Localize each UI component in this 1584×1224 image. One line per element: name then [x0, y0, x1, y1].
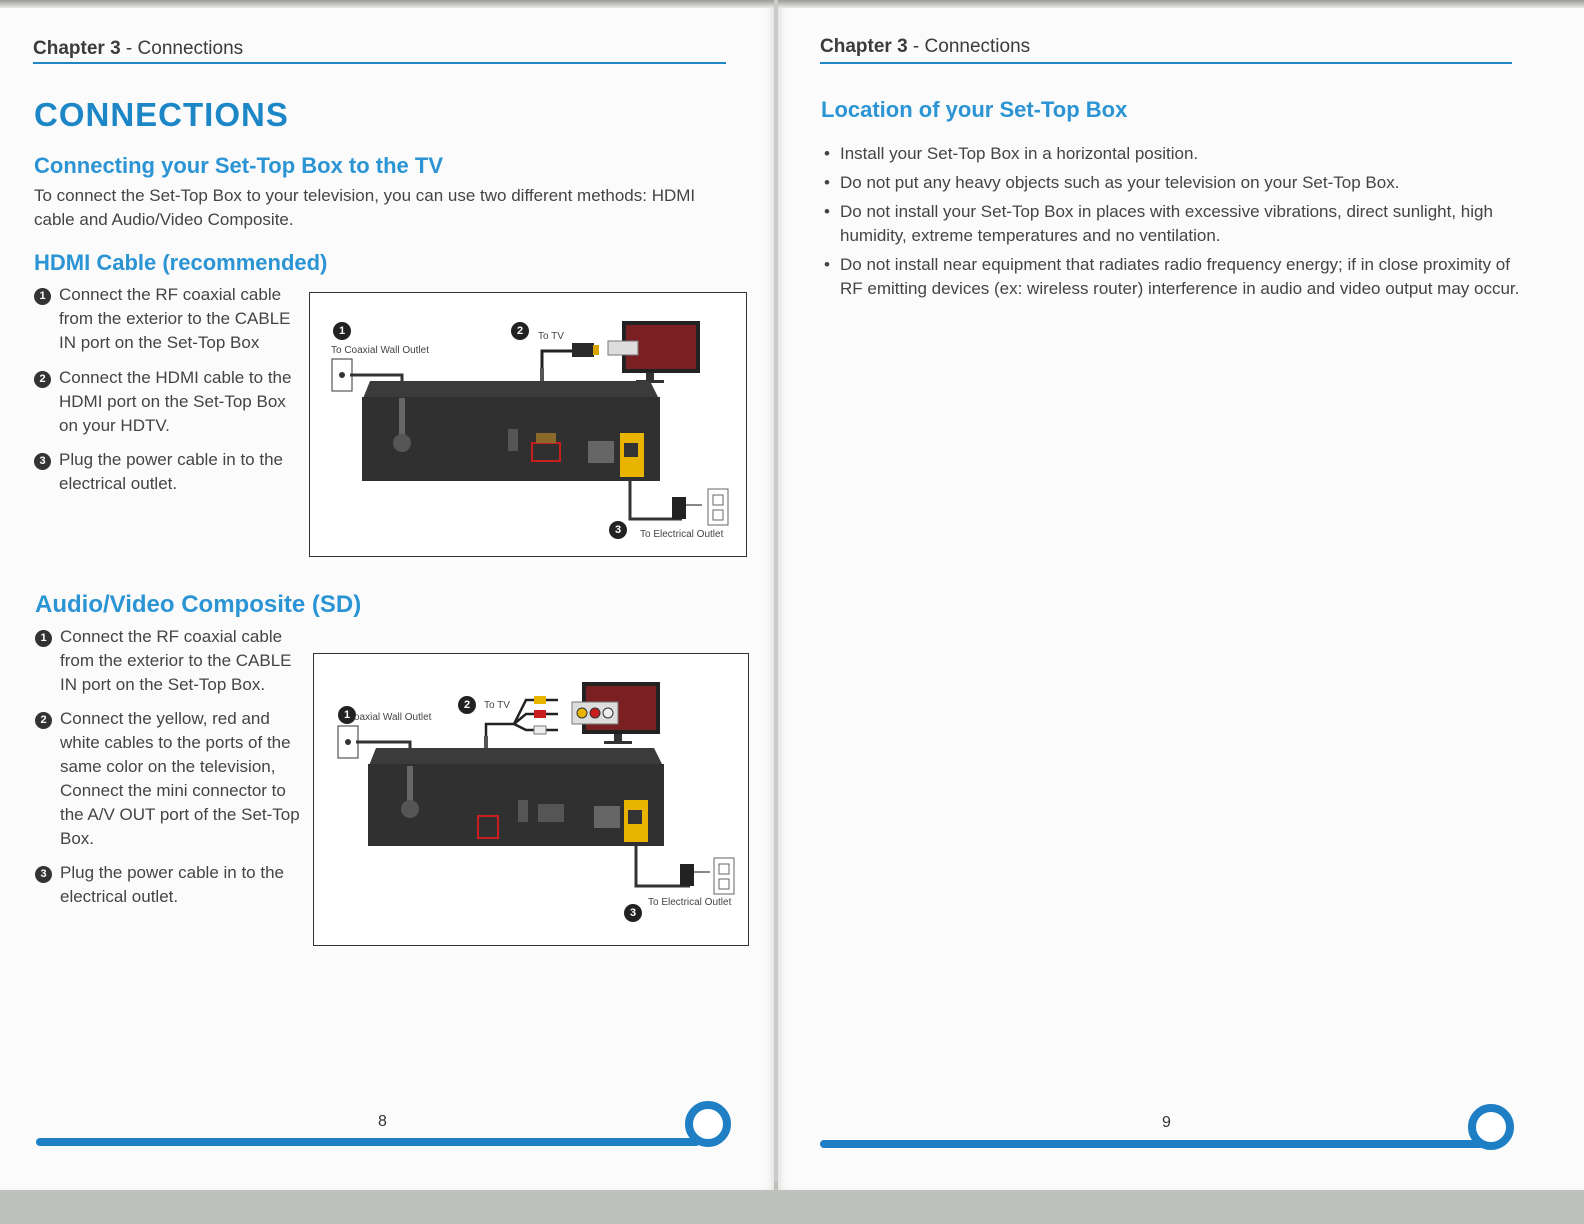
- page-number: 9: [1162, 1114, 1171, 1131]
- hdmi-connection-diagram: [309, 292, 747, 557]
- electrical-outlet-label: To Electrical Outlet: [640, 529, 724, 540]
- footer-bar: [36, 1138, 700, 1146]
- intro-paragraph: To connect the Set-Top Box to your television, you can use two different methods: HDMI cable and Audio/Video Composite.: [34, 186, 696, 229]
- chapter-header: [33, 38, 243, 60]
- step-text: Connect the RF coaxial cable from the exterior to the CABLE IN port on the Set-Top Box: [59, 285, 291, 352]
- step-text: Plug the power cable in to the electrical outlet.: [59, 450, 283, 493]
- to-tv-label: To TV: [484, 700, 510, 711]
- header-rule: [33, 62, 726, 64]
- header-separator: -: [907, 36, 925, 57]
- chapter-title: Connections: [924, 36, 1031, 57]
- step-text: Connect the HDMI cable to the HDMI port on the Set-Top Box on your HDTV.: [59, 368, 292, 435]
- callout-3-icon: 3: [624, 904, 642, 922]
- step-text: Plug the power cable in to the electrical outlet.: [60, 863, 284, 906]
- left-page: [0, 0, 774, 1190]
- list-item: • Do not install your Set-Top Box in places with excessive vibrations, direct sunlight, high humidity, extreme temperatures and no ventilation.: [822, 200, 1522, 248]
- footer-ring-icon: [1468, 1104, 1514, 1150]
- step-number-icon: 3: [34, 453, 51, 470]
- footer-ring-icon: [685, 1101, 731, 1147]
- list-item: • Do not install near equipment that radiates radio frequency energy; if in close proximity of RF emitting devices (ex: wireless router) interference in audio and video output may occur.: [822, 253, 1522, 301]
- placement-guidelines-list: [822, 142, 1522, 306]
- av-step-2: [35, 707, 307, 851]
- callout-1-icon: 1: [338, 706, 356, 724]
- page-title: CONNECTIONS: [34, 96, 289, 133]
- step-number-icon: 2: [34, 371, 51, 388]
- callout-3-icon: 3: [609, 521, 627, 539]
- hdmi-step-3: [34, 448, 304, 496]
- page-edge: [0, 0, 774, 8]
- coax-outlet-label: oaxial Wall Outlet: [354, 712, 432, 723]
- location-heading: Location of your Set-Top Box: [821, 97, 1128, 122]
- hdmi-heading: HDMI Cable (recommended): [34, 250, 328, 275]
- av-step-1: [35, 625, 305, 697]
- list-item: • Install your Set-Top Box in a horizontal position.: [822, 142, 1522, 166]
- header-separator: -: [120, 38, 138, 59]
- hdmi-step-1: [34, 283, 304, 355]
- page-edge: [778, 0, 1584, 8]
- step-text: Connect the RF coaxial cable from the exterior to the CABLE IN port on the Set-Top Box.: [60, 627, 292, 694]
- chapter-header: [820, 36, 1030, 58]
- av-step-3: [35, 861, 305, 909]
- chapter-number: Chapter 3: [33, 38, 121, 59]
- callout-2-icon: 2: [511, 322, 529, 340]
- step-text: Connect the yellow, red and white cables to the ports of the same color on the television, Connect the mini connector to the A/V OUT port of the Set-Top Box.: [60, 709, 300, 848]
- to-tv-label: To TV: [538, 331, 564, 342]
- header-rule: [820, 62, 1512, 64]
- coax-outlet-label: To Coaxial Wall Outlet: [331, 345, 429, 356]
- section-heading: Connecting your Set-Top Box to the TV: [34, 153, 444, 178]
- hdmi-step-2: [34, 366, 304, 438]
- chapter-title: Connections: [137, 38, 244, 59]
- electrical-outlet-label: To Electrical Outlet: [648, 897, 732, 908]
- chapter-number: Chapter 3: [820, 36, 908, 57]
- footer-bar: [820, 1140, 1484, 1148]
- step-number-icon: 1: [34, 288, 51, 305]
- step-number-icon: 3: [35, 866, 52, 883]
- callout-1-icon: 1: [333, 322, 351, 340]
- list-item: • Do not put any heavy objects such as your television on your Set-Top Box.: [822, 171, 1522, 195]
- page-number: 8: [378, 1113, 387, 1130]
- callout-2-icon: 2: [458, 696, 476, 714]
- av-composite-heading: Audio/Video Composite (SD): [35, 591, 362, 618]
- av-connection-diagram: [313, 653, 749, 946]
- step-number-icon: 1: [35, 630, 52, 647]
- step-number-icon: 2: [35, 712, 52, 729]
